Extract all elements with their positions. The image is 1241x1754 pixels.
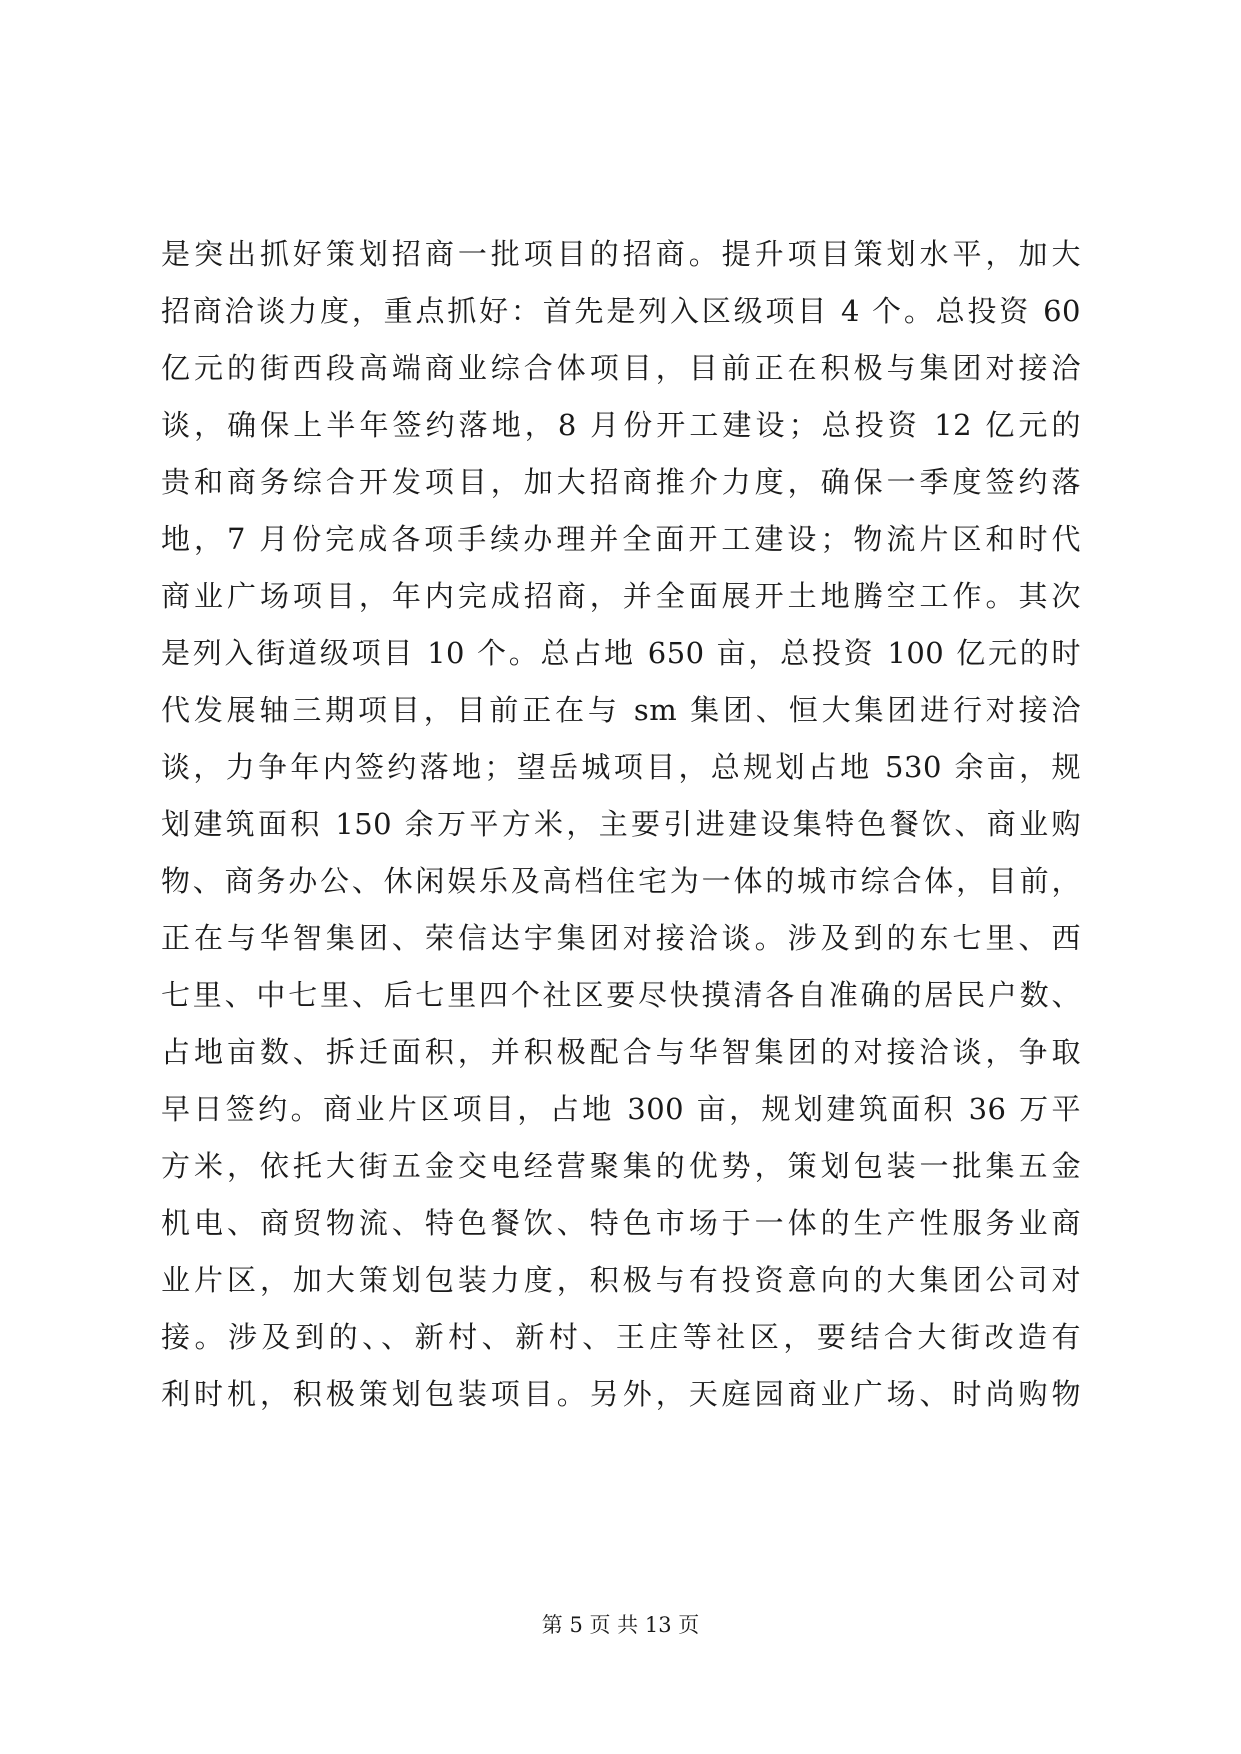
text-line: 谈，力争年内签约落地；望岳城项目，总规划占地 530 余亩，规 <box>161 750 1081 784</box>
text-line: 业片区，加大策划包装力度，积极与有投资意向的大集团公司对 <box>161 1263 1081 1297</box>
text-line: 占地亩数、拆迁面积，并积极配合与华智集团的对接洽谈，争取 <box>161 1035 1081 1069</box>
text-line: 招商洽谈力度，重点抓好：首先是列入区级项目 4 个。总投资 60 <box>161 294 1081 328</box>
text-line: 划建筑面积 150 余万平方米，主要引进建设集特色餐饮、商业购 <box>161 807 1081 841</box>
text-line: 商业广场项目，年内完成招商，并全面展开土地腾空工作。其次 <box>161 579 1081 613</box>
text-line: 是突出抓好策划招商一批项目的招商。提升项目策划水平，加大 <box>161 237 1081 271</box>
page-number-label: 第 5 页 共 13 页 <box>541 1613 700 1637</box>
text-line: 接。涉及到的、、新村、新村、王庄等社区，要结合大街改造有 <box>161 1320 1081 1354</box>
text-line: 贵和商务综合开发项目，加大招商推介力度，确保一季度签约落 <box>161 465 1081 499</box>
text-line: 是列入街道级项目 10 个。总占地 650 亩，总投资 100 亿元的时 <box>161 636 1081 670</box>
page-footer <box>0 1610 1241 1640</box>
text-line: 物、商务办公、休闲娱乐及高档住宅为一体的城市综合体，目前， <box>161 864 1081 898</box>
text-line: 方米，依托大街五金交电经营聚集的优势，策划包装一批集五金 <box>161 1149 1081 1183</box>
text-line: 地，7 月份完成各项手续办理并全面开工建设；物流片区和时代 <box>161 522 1081 556</box>
text-line: 机电、商贸物流、特色餐饮、特色市场于一体的生产性服务业商 <box>161 1206 1081 1240</box>
text-line: 七里、中七里、后七里四个社区要尽快摸清各自准确的居民户数、 <box>161 978 1081 1012</box>
text-line: 早日签约。商业片区项目，占地 300 亩，规划建筑面积 36 万平 <box>161 1092 1081 1126</box>
document-body <box>161 226 1081 1423</box>
text-line: 利时机，积极策划包装项目。另外，天庭园商业广场、时尚购物 <box>161 1377 1081 1411</box>
text-line: 谈，确保上半年签约落地，8 月份开工建设；总投资 12 亿元的 <box>161 408 1081 442</box>
text-line: 亿元的街西段高端商业综合体项目，目前正在积极与集团对接洽 <box>161 351 1081 385</box>
text-line: 正在与华智集团、荣信达宇集团对接洽谈。涉及到的东七里、西 <box>161 921 1081 955</box>
text-line: 代发展轴三期项目，目前正在与 sm 集团、恒大集团进行对接洽 <box>161 693 1081 727</box>
